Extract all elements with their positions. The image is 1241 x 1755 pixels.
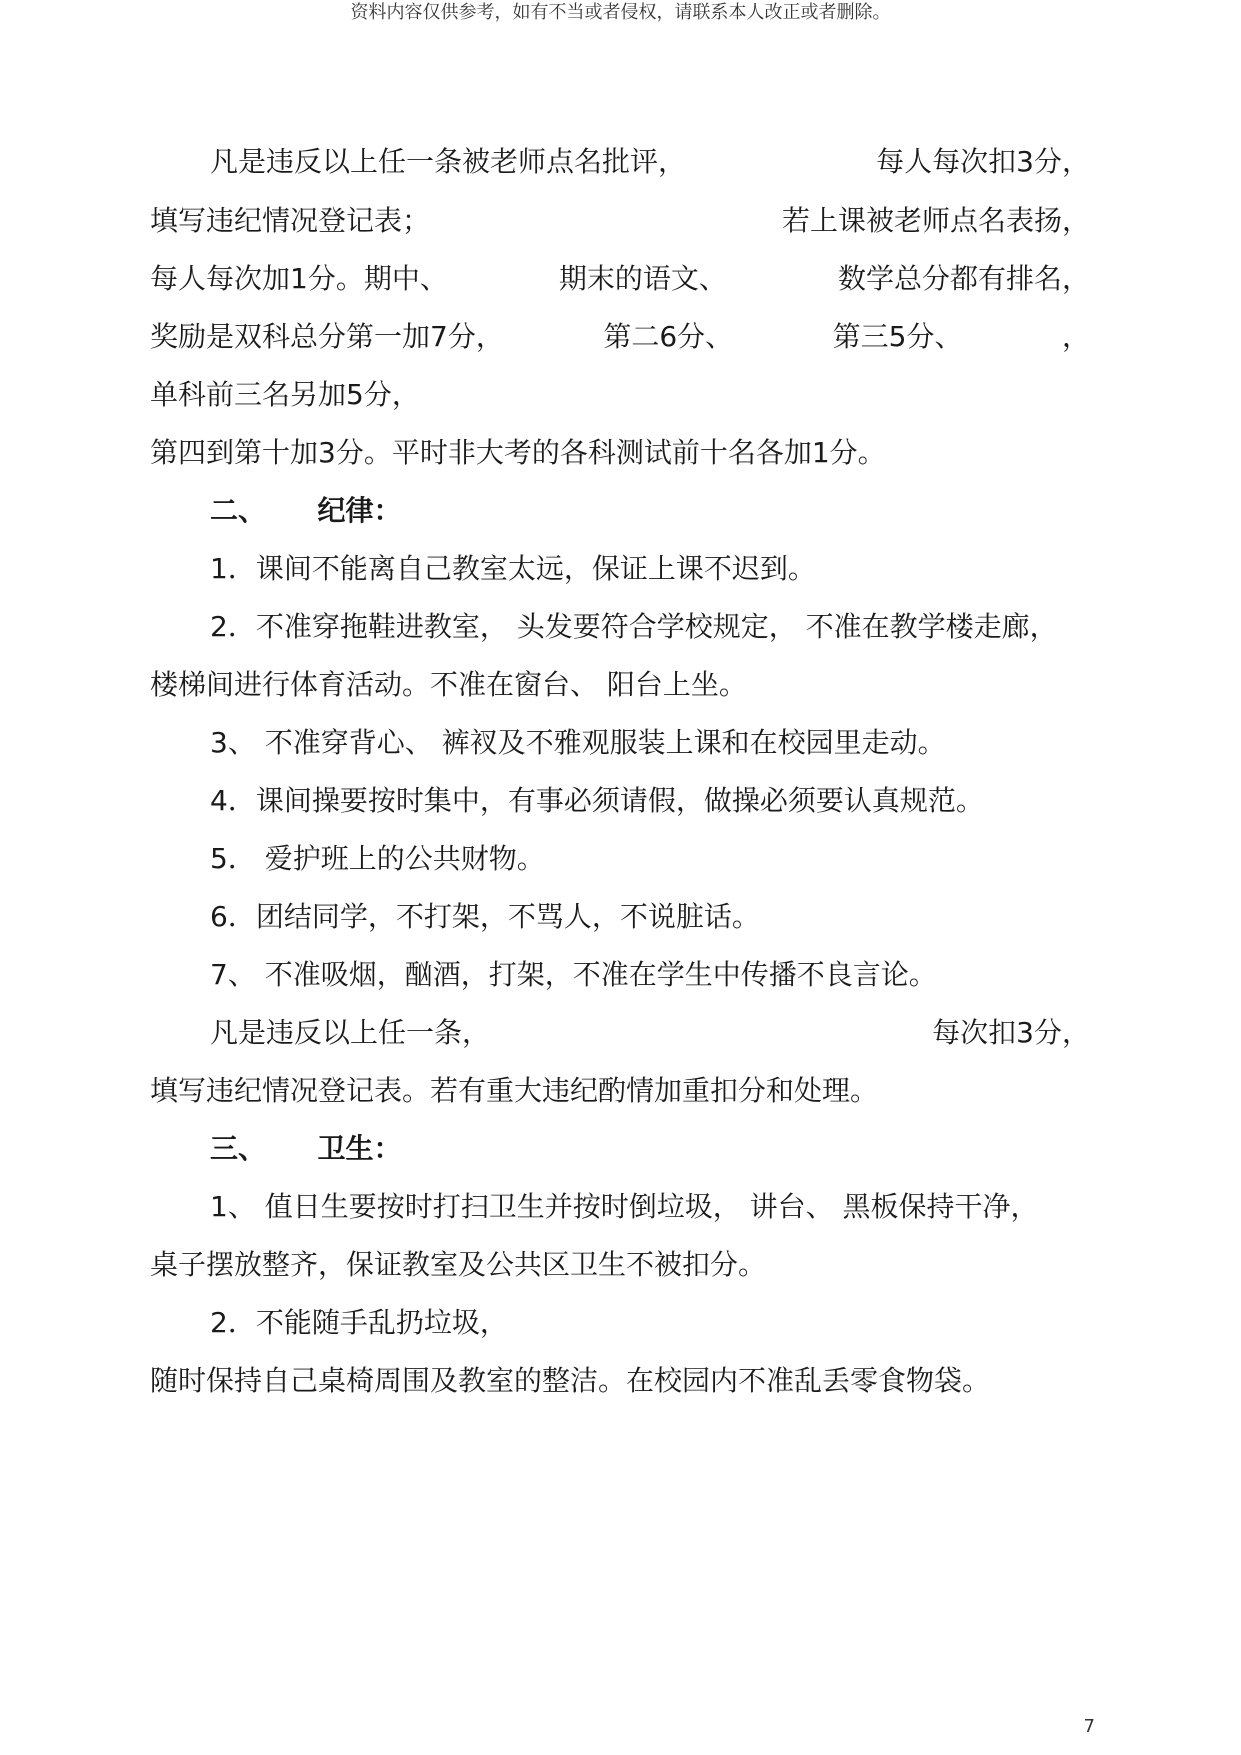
text-segment: 每人每次加1分。期中、 <box>150 262 448 295</box>
text-segment: 若上课被老师点名表扬， <box>781 204 1090 237</box>
discipline-item-2: 2．不准穿拖鞋进教室， 头发要符合学校规定， 不准在教学楼走廊， <box>210 610 1058 643</box>
text-segment: 奖励是双科总分第一加7分， <box>150 320 504 353</box>
rule-paragraph-line-6: 第四到第十加3分。平时非大考的各科测试前十名各加1分。 <box>150 436 886 469</box>
hygiene-item-2-continued: 随时保持自己桌椅周围及教室的整洁。在校园内不准乱丢零食物袋。 <box>150 1364 991 1397</box>
discipline-item-2-continued: 楼梯间进行体育活动。不准在窗台、 阳台上坐。 <box>150 668 747 701</box>
section-heading-discipline <box>210 489 1090 533</box>
section-number: 三、 <box>210 1132 267 1165</box>
section-heading-hygiene <box>210 1127 1090 1171</box>
text-segment: 每次扣3分， <box>932 1016 1090 1049</box>
hygiene-item-2: 2．不能随手乱扔垃圾， <box>210 1306 508 1339</box>
text-segment: 每人每次扣3分， <box>876 145 1090 178</box>
hygiene-item-1: 1、 值日生要按时打扫卫生并按时倒垃圾， 讲台、 黑板保持干净， <box>210 1190 1039 1223</box>
discipline-item-7: 7、 不准吸烟，酗酒，打架，不准在学生中传播不良言论。 <box>210 958 937 991</box>
section-title: 纪律： <box>317 494 402 527</box>
text-segment: 填写违纪情况登记表； <box>150 204 431 237</box>
rule-paragraph-line-4 <box>150 315 1090 359</box>
rule-paragraph-line-5: 单科前三名另加5分， <box>150 378 420 411</box>
discipline-penalty-line-2: 填写违纪情况登记表。若有重大违纪酌情加重扣分和处理。 <box>150 1074 879 1107</box>
rule-paragraph-line-1 <box>210 140 1090 184</box>
rule-paragraph-line-2 <box>150 199 1090 243</box>
discipline-penalty-line-1 <box>210 1011 1090 1055</box>
disclaimer-header: 资料内容仅供参考，如有不当或者侵权，请联系本人改正或者删除。 <box>350 2 891 23</box>
text-segment: 凡是违反以上任一条被老师点名批评， <box>210 145 687 178</box>
discipline-item-5: 5． 爱护班上的公共财物。 <box>210 842 545 875</box>
text-segment: 数学总分都有排名， <box>837 262 1090 295</box>
discipline-item-6: 6．团结同学，不打架，不骂人，不说脏话。 <box>210 900 760 933</box>
text-segment: 期末的语文、 <box>558 262 727 295</box>
section-number: 二、 <box>210 494 267 527</box>
discipline-item-4: 4．课间操要按时集中，有事必须请假，做操必须要认真规范。 <box>210 784 984 817</box>
discipline-item-3: 3、 不准穿背心、 裤衩及不雅观服装上课和在校园里走动。 <box>210 726 946 759</box>
page-number: 7 <box>1083 1716 1095 1737</box>
section-title: 卫生： <box>317 1132 402 1165</box>
text-segment: 第二6分、 <box>603 320 734 353</box>
text-segment: 凡是违反以上任一条， <box>210 1016 491 1049</box>
rule-paragraph-line-3 <box>150 257 1090 301</box>
discipline-item-1: 1．课间不能离自己教室太远，保证上课不迟到。 <box>210 552 816 585</box>
text-segment: 第三5分、 <box>832 320 963 353</box>
hygiene-item-1-continued: 桌子摆放整齐，保证教室及公共区卫生不被扣分。 <box>150 1248 767 1281</box>
text-segment: ， <box>1061 320 1090 353</box>
